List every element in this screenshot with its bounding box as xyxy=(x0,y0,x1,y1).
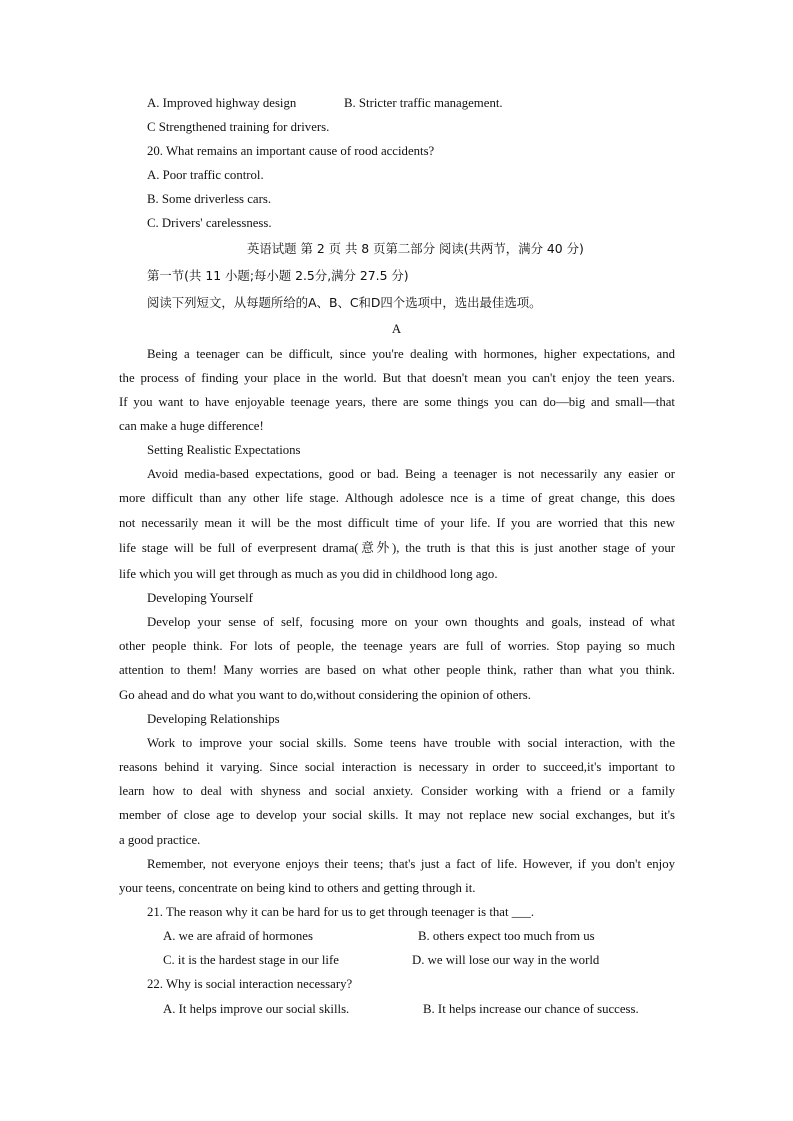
section-heading: Setting Realistic Expectations xyxy=(147,443,301,457)
passage-label: A xyxy=(391,322,402,336)
instruction: 阅读下列短文，从每题所给的A、B、C和D四个选项中，选出最佳选项。 xyxy=(147,295,542,310)
page-header: 英语试题 第 2 页 共 8 页第二部分 阅读(共两节，满分 40 分) xyxy=(247,241,584,256)
section-title: 第一节(共 11 小题;每小题 2.5分,满分 27.5 分) xyxy=(147,268,409,283)
passage-line: your teens, concentrate on being kind to others and getting through it. xyxy=(119,881,476,895)
passage-line: the process of finding your place in the world. But that doesn't mean you can't enjoy the teen years. xyxy=(119,371,675,385)
q20-question: 20. What remains an important cause of rood accidents? xyxy=(147,144,435,158)
passage-line: Develop your sense of self, focusing more on your own thoughts and goals, instead of what xyxy=(147,615,675,629)
q20-option-c: C. Drivers' carelessness. xyxy=(147,216,272,230)
q19-option-a: A. Improved highway design xyxy=(147,96,297,110)
passage-line: a good practice. xyxy=(119,833,201,847)
q22-question: 22. Why is social interaction necessary? xyxy=(147,977,353,991)
passage-line: other people think. For lots of people, the teenage years are full of worries. Stop paying so much xyxy=(119,639,675,653)
q20-option-b: B. Some driverless cars. xyxy=(147,192,272,206)
passage-line: Being a teenager can be difficult, since you're dealing with hormones, higher expectations, and xyxy=(147,347,675,361)
q21-question: 21. The reason why it can be hard for us to get through teenager is that ___. xyxy=(147,905,535,919)
passage-line: Remember, not everyone enjoys their teens; that's just a fact of life. However, if you don't enjoy xyxy=(147,857,675,871)
passage-line: reasons behind it varying. Since social interaction is necessary in order to succeed,it's important to xyxy=(119,760,675,774)
section-heading: Developing Relationships xyxy=(147,712,280,726)
passage-line: member of close age to develop your social skills. It may not replace new social exchanges, but it's xyxy=(119,808,675,822)
passage-line: Avoid media-based expectations, good or bad. Being a teenager is not necessarily any easier or xyxy=(147,467,675,481)
passage-line: Work to improve your social skills. Some teens have trouble with social interaction, with the xyxy=(147,736,675,750)
q21-option-c: C. it is the hardest stage in our life xyxy=(163,953,339,967)
passage-line: Go ahead and do what you want to do,without considering the opinion of others. xyxy=(119,688,531,702)
passage-line: not necessarily mean it will be the most difficult time of your life. If you are worried that this new xyxy=(119,516,675,530)
passage-line: attention to them! Many worries are based on what other people think, rather than what you think. xyxy=(119,663,675,677)
passage-line: life stage will be full of everpresent drama(意外), the truth is that this is just another stage of your xyxy=(119,541,675,555)
passage-line: life which you will get through as much as you did in childhood long ago. xyxy=(119,567,498,581)
q22-option-a: A. It helps improve our social skills. xyxy=(163,1002,350,1016)
passage-line: can make a huge difference! xyxy=(119,419,264,433)
q21-option-a: A. we are afraid of hormones xyxy=(163,929,313,943)
passage-line: If you want to have enjoyable teenage years, there are some things you can do—big and small—that xyxy=(119,395,675,409)
q21-option-d: D. we will lose our way in the world xyxy=(412,953,600,967)
q22-option-b: B. It helps increase our chance of success. xyxy=(423,1002,639,1016)
section-heading: Developing Yourself xyxy=(147,591,253,605)
passage-line: learn how to deal with shyness and social anxiety. Consider working with a friend or a family xyxy=(119,784,675,798)
q19-option-b: B. Stricter traffic management. xyxy=(344,96,503,110)
passage-line: more difficult than any other life stage. Although adolesce nce is a time of great change, this does xyxy=(119,491,675,505)
q19-option-c: C Strengthened training for drivers. xyxy=(147,120,330,134)
q21-option-b: B. others expect too much from us xyxy=(418,929,595,943)
q20-option-a: A. Poor traffic control. xyxy=(147,168,264,182)
